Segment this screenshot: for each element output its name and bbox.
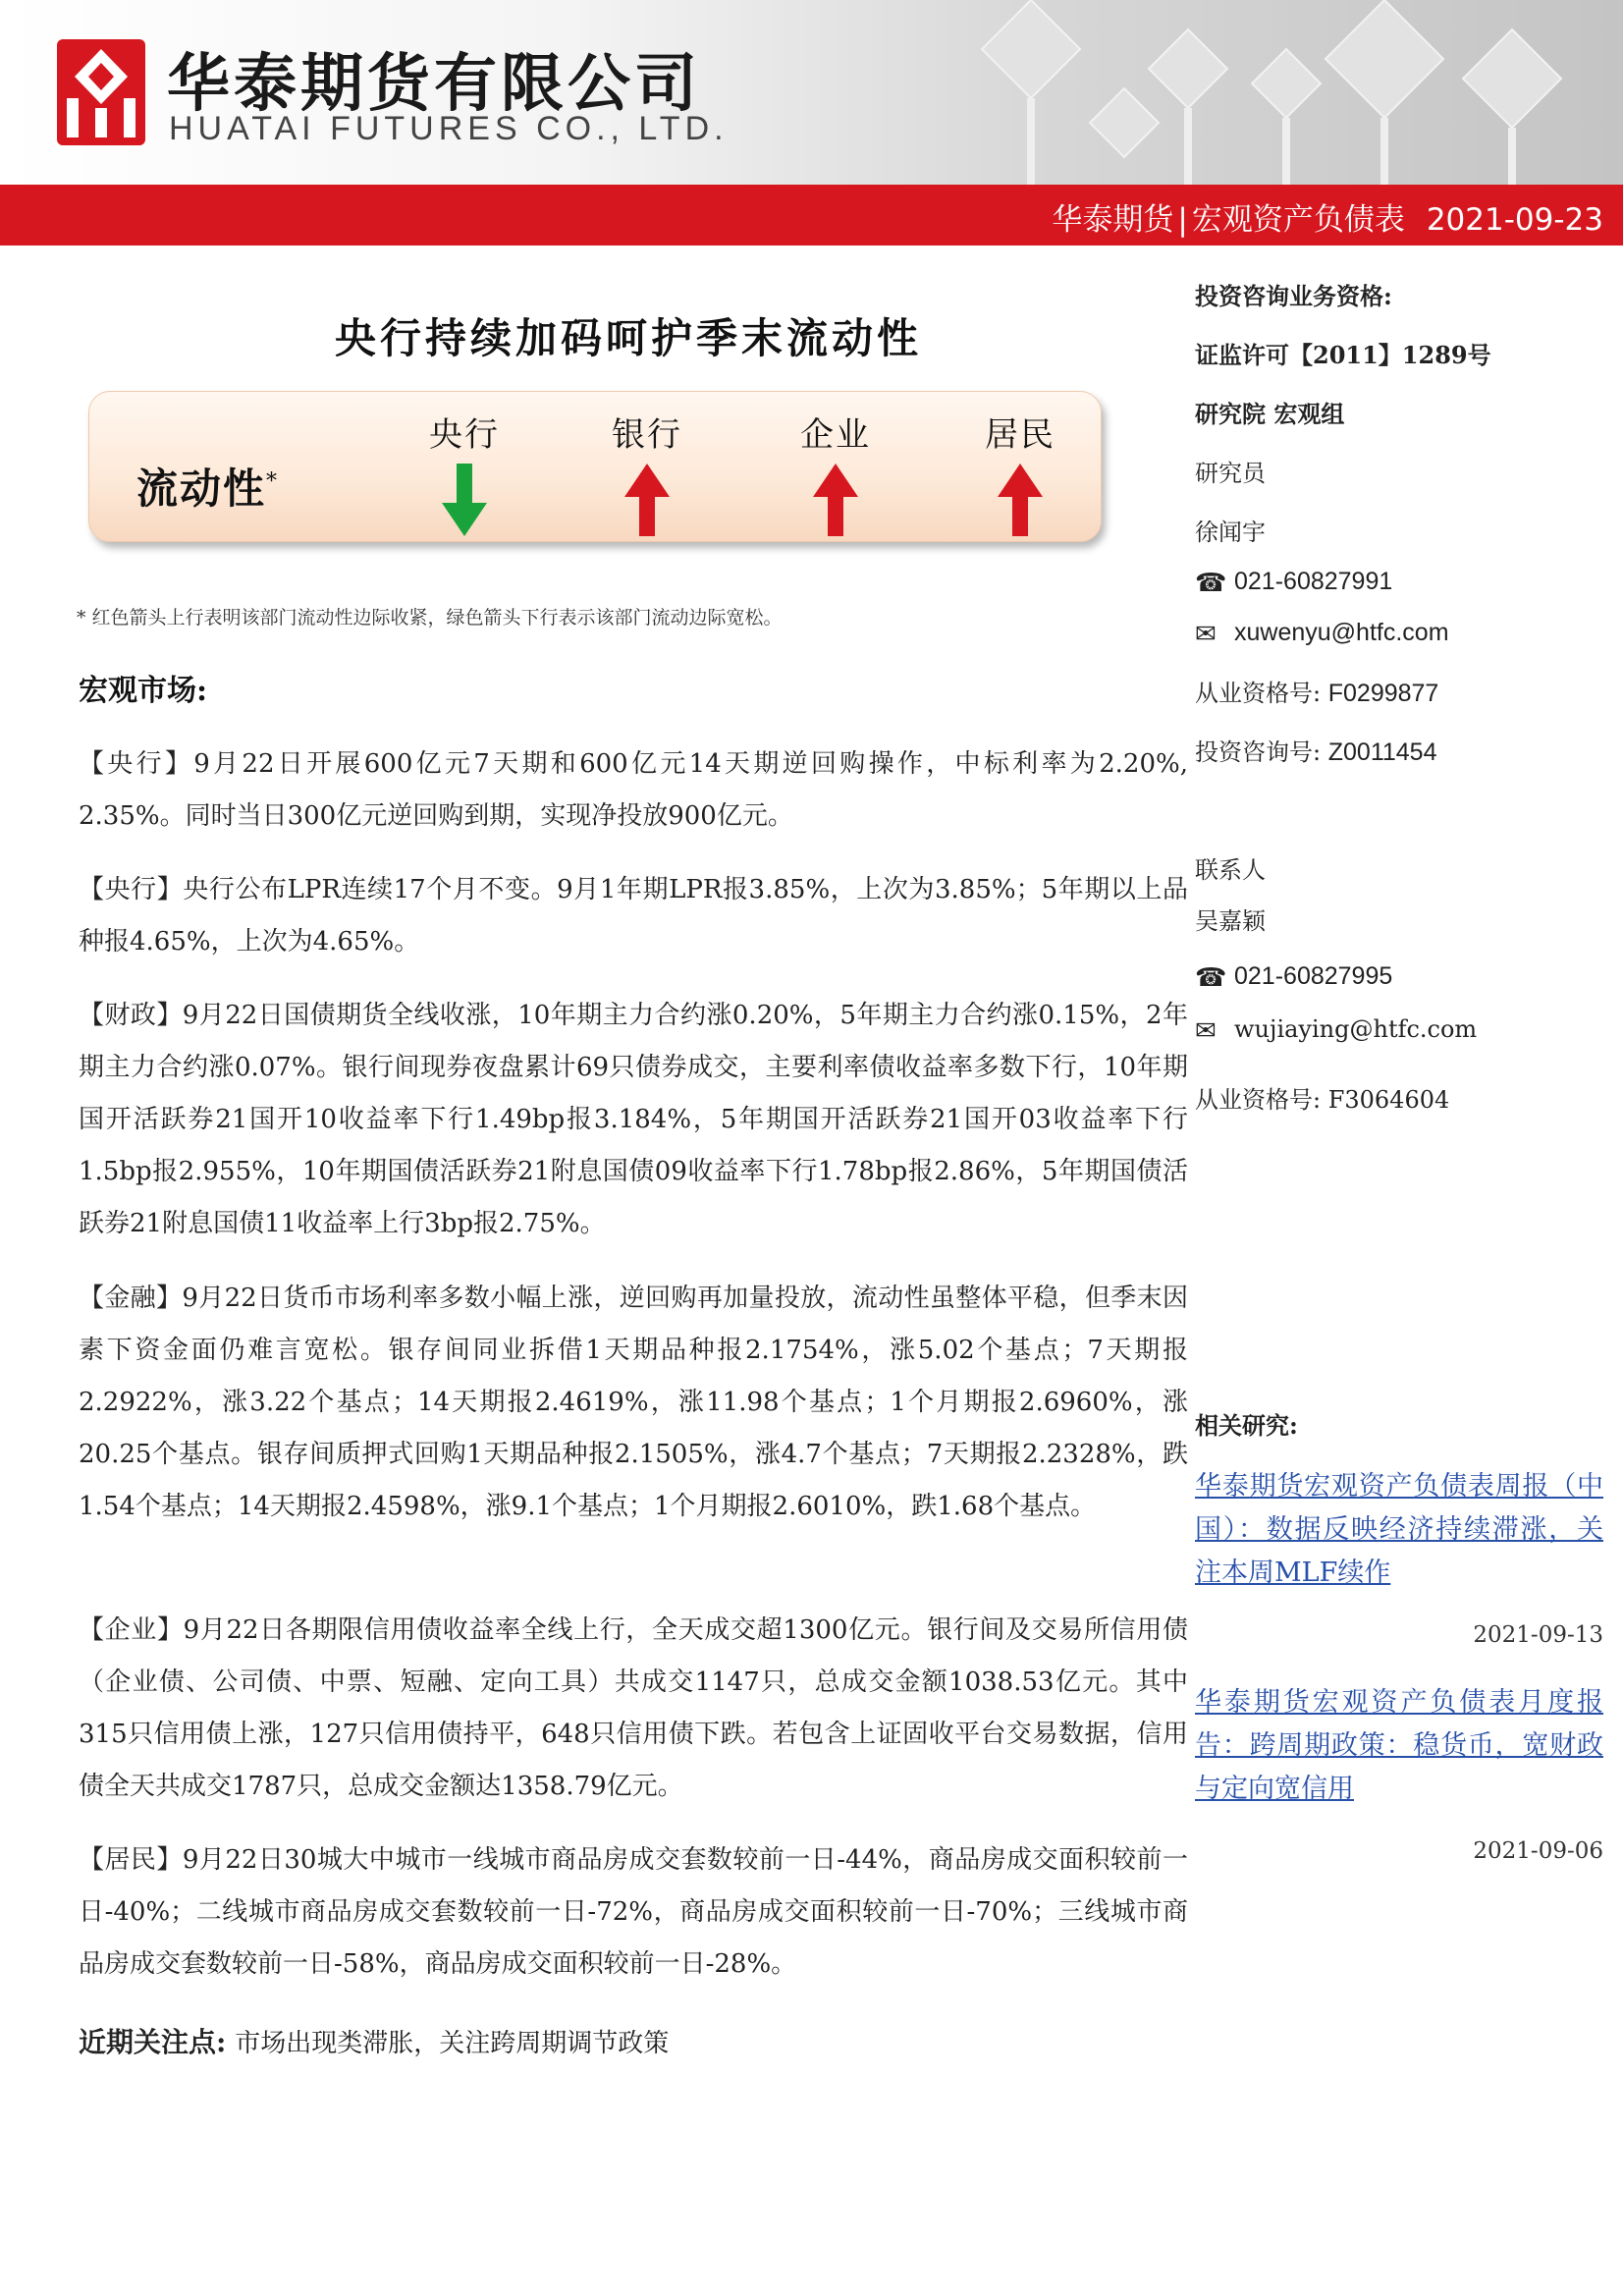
focus-label: 近期关注点: (79, 2026, 227, 2058)
paragraph-central-bank-1: 【央行】9月22日开展600亿元7天期和600亿元14天期逆回购操作，中标利率为2.20%, 2.35%。同时当日300亿元逆回购到期，实现净投放900亿元。 (79, 749, 1188, 831)
contact-phone-row (1195, 962, 1392, 993)
phone-icon: ☎ (1195, 962, 1227, 993)
company-name-en: HUATAI FUTURES CO., LTD. (169, 110, 729, 147)
paragraph-fiscal: 【财政】9月22日国债期货全线收涨，10年期主力合约涨0.20%，5年期主力合约涨0.15%，2年期主力合约涨0.07%。银行间现券夜盘累计69只债券成交，主要利率债收益率多数下行，10年期国开活跃券21国开10收益率下行1.49bp报3.184%，5年期国开活跃券21国开03收益率下行1.5bp报2.955%，10年期国债活跃券21附息国债09收益率下行1.78bp报2.86%，5年期国债活跃券21附息国债11收益率上行3bp报2.75%。 (79, 1001, 1188, 1238)
liquidity-panel (88, 391, 1102, 542)
email-icon: ✉ (1195, 619, 1217, 649)
email-icon: ✉ (1195, 1015, 1217, 1046)
researcher-consult-row (1195, 733, 1436, 767)
company-logo-icon (57, 39, 145, 145)
report-title-bar (0, 185, 1623, 246)
page-title: 央行持续加码呵护季末流动性 (334, 314, 922, 362)
related-report-link[interactable]: 华泰期货宏观资产负债表周报（中国）：数据反映经济持续滞涨，关注本周MLF续作 (1195, 1471, 1603, 1588)
arrow-up-icon (813, 464, 858, 536)
researcher-cert-row (1195, 674, 1438, 708)
report-header (0, 0, 1623, 185)
sector-name: 央行 (429, 415, 500, 455)
bar-report-name: 宏观资产负债表 (1191, 202, 1405, 238)
contact-phone: 021-60827995 (1234, 962, 1393, 990)
related-report-date: 2021-09-06 (1473, 1838, 1603, 1864)
report-bar-text (1052, 194, 1603, 239)
researcher-cert: F0299877 (1327, 680, 1439, 707)
paragraph-enterprise: 【企业】9月22日各期限信用债收益率全线上行，全天成交超1300亿元。银行间及交易所信用债（企业债、公司债、中票、短融、定向工具）共成交1147只，总成交金额1038.53亿元。其中315只信用债上涨，127只信用债持平，648只信用债下跌。若包含上证固收平台交易数据，信用债全天共成交1787只，总成交金额达1358.79亿元。 (79, 1615, 1188, 1801)
license-number: 证监许可【2011】1289号 (1195, 341, 1491, 369)
researcher-email[interactable]: xuwenyu@htfc.com (1234, 619, 1449, 646)
sector-name: 企业 (800, 415, 871, 455)
related-report-link[interactable]: 华泰期货宏观资产负债表月度报告：跨周期政策：稳货币，宽财政与定向宽信用 (1195, 1687, 1603, 1804)
related-research-title: 相关研究: (1195, 1411, 1298, 1440)
researcher-name: 徐闻宇 (1195, 519, 1266, 546)
paragraph-financial: 【金融】9月22日货币市场利率多数小幅上涨，逆回购再加量投放，流动性虽整体平稳，但季末因素下资金面仍难言宽松。银存间同业拆借1天期品种报2.1754%，涨5.02个基点；7天期报2.2922%，涨3.22个基点；14天期报2.4619%，涨11.98个基点；1个月期报2.6960%，涨20.25个基点。银存间质押式回购1天期品种报2.1505%，涨4.7个基点；7天期报2.2328%，跌1.54个基点；14天期报2.4598%，涨9.1个基点；1个月期报2.6010%，跌1.68个基点。 (79, 1284, 1188, 1521)
liquidity-footnote: * 红色箭头上行表明该部门流动性边际收紧，绿色箭头下行表示该部门流动边际宽松。 (77, 607, 783, 629)
sector-central-bank (406, 408, 523, 536)
arrow-down-icon (442, 464, 487, 536)
sector-enterprises (777, 408, 894, 536)
researcher-phone: 021-60827991 (1234, 568, 1393, 595)
related-report-date: 2021-09-13 (1473, 1622, 1603, 1648)
paragraph-central-bank-2: 【央行】央行公布LPR连续17个月不变。9月1年期LPR报3.85%，上次为3.85%；5年期以上品种报4.65%，上次为4.65%。 (79, 875, 1188, 957)
company-name-cn: 华泰期货有限公司 (167, 48, 701, 121)
arrow-up-icon (998, 464, 1043, 536)
contact-name: 吴嘉颖 (1195, 907, 1266, 935)
bar-company: 华泰期货 (1052, 202, 1174, 238)
contact-email[interactable]: wujiaying@htfc.com (1234, 1015, 1478, 1043)
focus-text: 市场出现类滞胀，关注跨周期调节政策 (235, 2029, 670, 2058)
researcher-cert-label: 从业资格号: (1195, 680, 1322, 707)
liquidity-label: 流动性* (136, 465, 280, 513)
sector-households (961, 408, 1079, 536)
report-date: 2021-09-23 (1426, 202, 1603, 238)
bar-separator: | (1177, 202, 1188, 238)
qualification-title: 投资咨询业务资格: (1195, 282, 1392, 310)
recent-focus (79, 2021, 669, 2060)
contact-cert: 从业资格号: F3064604 (1195, 1086, 1450, 1114)
arrow-up-icon (624, 464, 670, 536)
sector-banks (588, 408, 706, 536)
researcher-email-row (1195, 619, 1449, 649)
header-decoration-icon (962, 0, 1623, 185)
contact-email-row (1195, 1015, 1477, 1046)
researcher-phone-row (1195, 568, 1392, 598)
researcher-consult-label: 投资咨询号: (1195, 738, 1322, 766)
researcher-role: 研究员 (1195, 460, 1266, 487)
sector-name: 居民 (985, 415, 1055, 455)
paragraph-households: 【居民】9月22日30城大中城市一线城市商品房成交套数较前一日-44%，商品房成交面积较前一日-40%；二线城市商品房成交套数较前一日-72%，商品房成交面积较前一日-70%；三线城市商品房成交套数较前一日-58%，商品房成交面积较前一日-28%。 (79, 1845, 1188, 1979)
sector-name: 银行 (612, 415, 682, 455)
department: 研究院 宏观组 (1195, 400, 1345, 428)
contact-role: 联系人 (1195, 856, 1266, 884)
phone-icon: ☎ (1195, 568, 1227, 598)
section-heading-macro: 宏观市场: (79, 674, 208, 708)
researcher-consult: Z0011454 (1327, 738, 1437, 766)
